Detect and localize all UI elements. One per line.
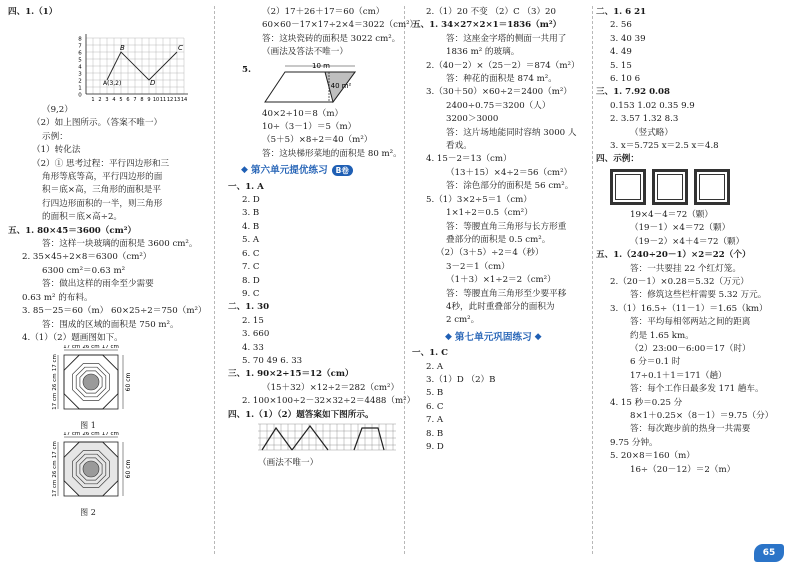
y-tick-label: 7 (78, 43, 82, 50)
column-divider (404, 6, 405, 554)
answer-line: 6 分＝0.1 时 (630, 357, 681, 368)
answer-line: 五、1. 34×27×2×1＝1836（m²） (412, 20, 562, 31)
x-tick-label: 5 (119, 97, 123, 103)
answer-line: （15＋32）×12÷2＝282（cm²） (262, 382, 400, 393)
answer-line: 答：这片场地能同时容纳 3000 人 (446, 127, 577, 138)
answer-line: （5＋5）×8÷2＝40（m²） (262, 135, 373, 146)
trap-top-label: 10 m (312, 61, 330, 70)
col3-top-text (412, 6, 590, 328)
answer-line: 5. 70 49 6. 33 (242, 355, 303, 366)
y-tick-label: 2 (78, 78, 82, 85)
dimension-label: 17 cm (63, 345, 81, 351)
section-title: 第六单元提优练习 (250, 165, 328, 177)
answer-line: 答：一共要挂 22 个红灯笼。 (630, 263, 741, 274)
y-tick-label: 8 (78, 36, 82, 43)
answer-line: 4秒，此时重叠部分的面积为 (446, 301, 555, 312)
answer-line: 17÷0.1＋1＝171（趟） (630, 370, 727, 381)
coordinate-grid-block (8, 6, 196, 104)
dimension-label: 17 cm (52, 354, 58, 372)
answer-line: 的面积＝底×高÷2。 (42, 212, 123, 223)
answer-line: 2 cm²。 (446, 315, 480, 326)
x-tick-label: 14 (180, 97, 188, 103)
octagon-figure-2 (34, 432, 164, 500)
answer-line: 0.153 1.02 0.35 9.9 (610, 100, 695, 111)
octagon-figure-1 (34, 345, 164, 413)
square-frame (610, 169, 646, 205)
answer-line: 9. D (426, 442, 444, 452)
answer-line: 4. 15－2＝13（cm） (426, 154, 512, 165)
answer-line: 2.（20－1）×0.28＝5.32（万元） (610, 276, 749, 287)
dimension-label: 26 cm (82, 432, 100, 438)
x-tick-label: 11 (159, 97, 167, 103)
answer-line: 三、1. 7.92 0.08 (596, 87, 671, 98)
answer-line: 叠部分的面积是 0.5 cm²。 (446, 234, 551, 245)
answer-line: 答：修筑这些栏杆需要 5.32 万元。 (630, 290, 767, 301)
answer-line: 3.（1）16.5÷（11－1）＝1.65（km） (610, 303, 768, 314)
answer-line: 3－2＝1（cm） (446, 261, 510, 272)
answer-line: （竖式略） (630, 127, 673, 138)
answer-line: 行四边形面积的一半，则三角形 (42, 198, 163, 209)
page-number: 65 (754, 544, 784, 562)
answer-line: 2. 3.57 1.32 8.3 (610, 114, 679, 125)
point-label-b: B (120, 44, 125, 52)
answer-line: （2）① 思考过程：平行四边形和三 (32, 158, 170, 169)
x-tick-label: 12 (166, 97, 174, 103)
col3-answers (412, 347, 590, 454)
col4-after-text (596, 209, 792, 477)
y-tick-label: 0 (78, 92, 82, 99)
answer-line: 看戏。 (446, 141, 472, 152)
answer-line: 答：每次跑步前的热身一共需要 (630, 424, 751, 435)
figure-caption: 图 2 (80, 507, 96, 517)
col4-top-text (596, 6, 792, 167)
answer-line: 19×4－4＝72（颗） (630, 209, 713, 220)
square-frame (652, 169, 688, 205)
column-2 (228, 6, 419, 471)
x-tick-label: 6 (126, 97, 130, 103)
col2-top-text (228, 6, 419, 60)
answer-line: （13＋15）×4÷2＝56（cm²） (446, 167, 573, 178)
answer-line: 1836 m² 的玻璃。 (446, 47, 520, 58)
answer-line: 2400÷0.75＝3200（人） (446, 100, 551, 111)
answer-line: 7. A (426, 415, 444, 426)
answer-line: 答：等腰直角三角形与长方形重 (446, 221, 567, 232)
answer-line: （1＋3）×1÷2＝2（cm²） (446, 275, 556, 286)
square-frames-figure (596, 169, 792, 209)
answer-line: 5. 15 (610, 60, 632, 71)
answer-line: 2. 15 (242, 315, 264, 326)
answer-line: 5. B (426, 388, 444, 399)
answer-line: 7. C (242, 262, 260, 273)
answer-line: 答：这块瓷砖的面积是 3022 cm²。 (262, 33, 401, 44)
answer-line: 三、1. 90×2÷15＝12（cm） (228, 369, 354, 380)
section-header-unit6: ◆ 第六单元提优练习 B卷 (238, 164, 398, 177)
dimension-label: 60 cm (125, 459, 132, 479)
answer-line: 9.75 分钟。 (610, 437, 658, 448)
section-title: 第七单元巩固练习 (454, 331, 532, 343)
answer-line: 0.63 m² 的布料。 (22, 292, 93, 303)
answer-line: 40×2÷10＝8（m） (262, 108, 344, 119)
answer-line: 3. 40 39 (610, 33, 646, 44)
figure-caption: 图 1 (80, 420, 96, 430)
column-3 (412, 6, 590, 454)
answer-line: 3. B (242, 208, 260, 219)
answer-line: （1）转化法 (32, 145, 81, 156)
y-tick-label: 1 (78, 85, 82, 92)
answer-line: 一、1. C (412, 348, 448, 359)
answer-line: 2.（1）20 不变 （2）C （3）20 (426, 7, 556, 17)
column-4 (596, 6, 792, 477)
answer-line: （9,2） (42, 105, 73, 115)
answer-line: 5. 20×8＝160（m） (610, 451, 695, 462)
y-tick-label: 4 (78, 64, 82, 71)
answer-line: 答：涂色部分的面积是 56 cm²。 (446, 181, 574, 192)
dimension-label: 26 cm (52, 460, 58, 478)
x-tick-label: 2 (98, 97, 102, 103)
answer-line: 9. C (242, 288, 260, 299)
point-label-d: D (150, 79, 156, 87)
answer-line: 60×60－17×17÷2×4＝3022（cm²） (262, 20, 419, 31)
x-tick-label: 10 (152, 97, 160, 103)
answer-line: 5. A (242, 235, 260, 246)
answer-line: 16÷（20－12）＝2（m） (630, 464, 736, 475)
col2-after-text (228, 108, 402, 162)
coordinate-grid (76, 10, 192, 104)
col2-answers (228, 181, 416, 422)
point-label-c: C (178, 44, 183, 52)
dimension-label: 26 cm (52, 373, 58, 391)
answer-line: （2）（3＋5）÷2＝4（秒） (436, 248, 544, 259)
answer-line: （19－1）×4＝72（颗） (630, 223, 731, 234)
dimension-label: 60 cm (125, 372, 132, 392)
answer-line: 一、1. A (228, 181, 264, 192)
answer-line: 2. 56 (610, 20, 632, 31)
answer-line: 8×1＋0.25×（8－1）＝9.75（分） (630, 410, 774, 421)
dimension-label: 17 cm (52, 441, 58, 459)
answer-line: 4. B (242, 221, 260, 232)
answer-line: 答：这块梯形菜地的面积是 80 m²。 (262, 148, 402, 159)
answer-line: 10÷（3－1）＝5（m） (262, 122, 357, 133)
answer-line: 4. 49 (610, 47, 632, 58)
y-tick-label: 3 (78, 71, 82, 78)
y-tick-label: 5 (78, 57, 82, 64)
answer-line: 答：等腰直角三角形至少要平移 (446, 288, 567, 299)
answer-line: 3. 660 (242, 329, 270, 340)
x-tick-label: 3 (105, 97, 109, 103)
answer-line: 6300 cm²＝0.63 m² (42, 265, 126, 276)
answer-line: 答：这座金字塔的侧面一共用了 (446, 33, 567, 44)
x-tick-label: 8 (140, 97, 144, 103)
x-tick-label: 1 (91, 97, 95, 103)
answer-line: 四、1.（1）（2）题答案如下图所示。 (228, 409, 374, 420)
y-tick-label: 6 (78, 50, 82, 57)
trap-area-label: 40 m² (330, 81, 352, 90)
answer-line: 2. 100×100÷2－32×32÷2＝4488（m²） (242, 396, 416, 407)
answer-line: 6. C (426, 401, 444, 412)
trapezoid-block (228, 60, 398, 108)
point-label-a: A(3,2) (103, 80, 122, 87)
answer-line: 约是 1.65 km。 (630, 330, 694, 341)
answer-line: （2）23:00－6:00＝17（时） (630, 343, 751, 354)
answer-line: 四、示例： (596, 154, 639, 165)
dimension-label: 17 cm (52, 479, 58, 498)
answer-line: 3.（30＋50）×60÷2＝2400（m²） (426, 87, 572, 98)
answer-line: 6. 10 6 (610, 74, 641, 85)
answer-line: 8. B (426, 428, 444, 439)
answer-line: 4. 33 (242, 342, 264, 353)
x-tick-label: 4 (112, 97, 116, 103)
drawing-note: （画法不唯一） (258, 458, 319, 469)
square-frame (694, 169, 730, 205)
answer-line: 6. C (242, 248, 260, 259)
answer-line: （2）17＋26＋17＝60（cm） (262, 7, 385, 17)
answer-line: 二、1. 30 (228, 302, 270, 313)
answer-line: 3.（1）D （2）B (426, 374, 496, 385)
answer-line: 答：平均每相邻两站之间的距离 (630, 317, 751, 328)
dimension-label: 17 cm (101, 432, 119, 438)
answer-line: 4.（1）（2）题画图如下。 (22, 332, 123, 343)
answer-line: 3. x＝5.725 x＝2.5 x＝4.8 (610, 141, 719, 152)
x-tick-label: 13 (173, 97, 181, 103)
section-header-unit7: ◆ 第七单元巩固练习 ◆ (445, 331, 542, 343)
dimension-label: 17 cm (101, 345, 119, 351)
answer-line: 二、1. 6 21 (596, 7, 647, 17)
answer-line: 积＝底×高，三角形的面积是平 (42, 185, 161, 196)
x-tick-label: 9 (147, 97, 151, 103)
answer-line: 2. A (426, 361, 444, 372)
answer-line: 3. 85－25＝60（m） 60×25÷2＝750（m²） (22, 306, 207, 317)
x-tick-label: 7 (133, 97, 137, 103)
answer-line: 1×1÷2＝0.5（cm²） (446, 208, 533, 219)
answer-line: （画法及答法不唯一） (262, 47, 348, 58)
answer-line: 4. 15 秒＝0.25 分 (610, 397, 683, 408)
answer-line: 答：这样一块玻璃的面积是 3600 cm²。 (42, 239, 198, 250)
drawing-grid-figure (258, 422, 398, 452)
question-label: 5. (242, 64, 251, 75)
answer-line: （19－2）×4＋4＝72（颗） (630, 236, 745, 247)
answer-line: 五、1. 80×45＝3600（cm²） (8, 225, 137, 236)
trapezoid-figure (263, 60, 373, 106)
dimension-label: 17 cm (63, 432, 81, 438)
answer-line: 8. D (242, 275, 260, 286)
dimension-label: 17 cm (52, 393, 58, 411)
answer-line: （2）如上图所示。（答案不唯一） (32, 118, 163, 129)
answer-line: 答：每个工作日最多发 171 趟车。 (630, 384, 764, 395)
column-divider (214, 6, 215, 554)
answer-line: 角形等底等高，平行四边形的面 (42, 172, 163, 183)
answer-line: 五、1.（240÷20－1）×2＝22（个） (596, 250, 751, 261)
question-label: 四、1.（1） (8, 7, 58, 17)
answer-line: 示例： (42, 131, 68, 142)
col1-text (8, 104, 207, 345)
answer-line: 答：种花的面积是 874 m²。 (446, 74, 557, 85)
answer-line: 5.（1）3×2÷5＝1（cm） (426, 194, 532, 205)
answer-line: 2.（40－2）×（25－2）＝874（m²） (426, 60, 580, 71)
answer-line: 2. D (242, 195, 260, 206)
section-badge: B卷 (332, 165, 353, 176)
column-1 (8, 6, 207, 519)
answer-line: 答：做出这样的雨伞至少需要 (42, 279, 154, 290)
answer-line: 3200＞3000 (446, 114, 499, 125)
column-divider (592, 6, 593, 554)
answer-line: 答：围成的区域的面积是 750 m²。 (42, 319, 179, 330)
dimension-label: 26 cm (82, 345, 100, 351)
answer-line: 2. 35×45÷2×8＝6300（cm²） (22, 252, 152, 263)
